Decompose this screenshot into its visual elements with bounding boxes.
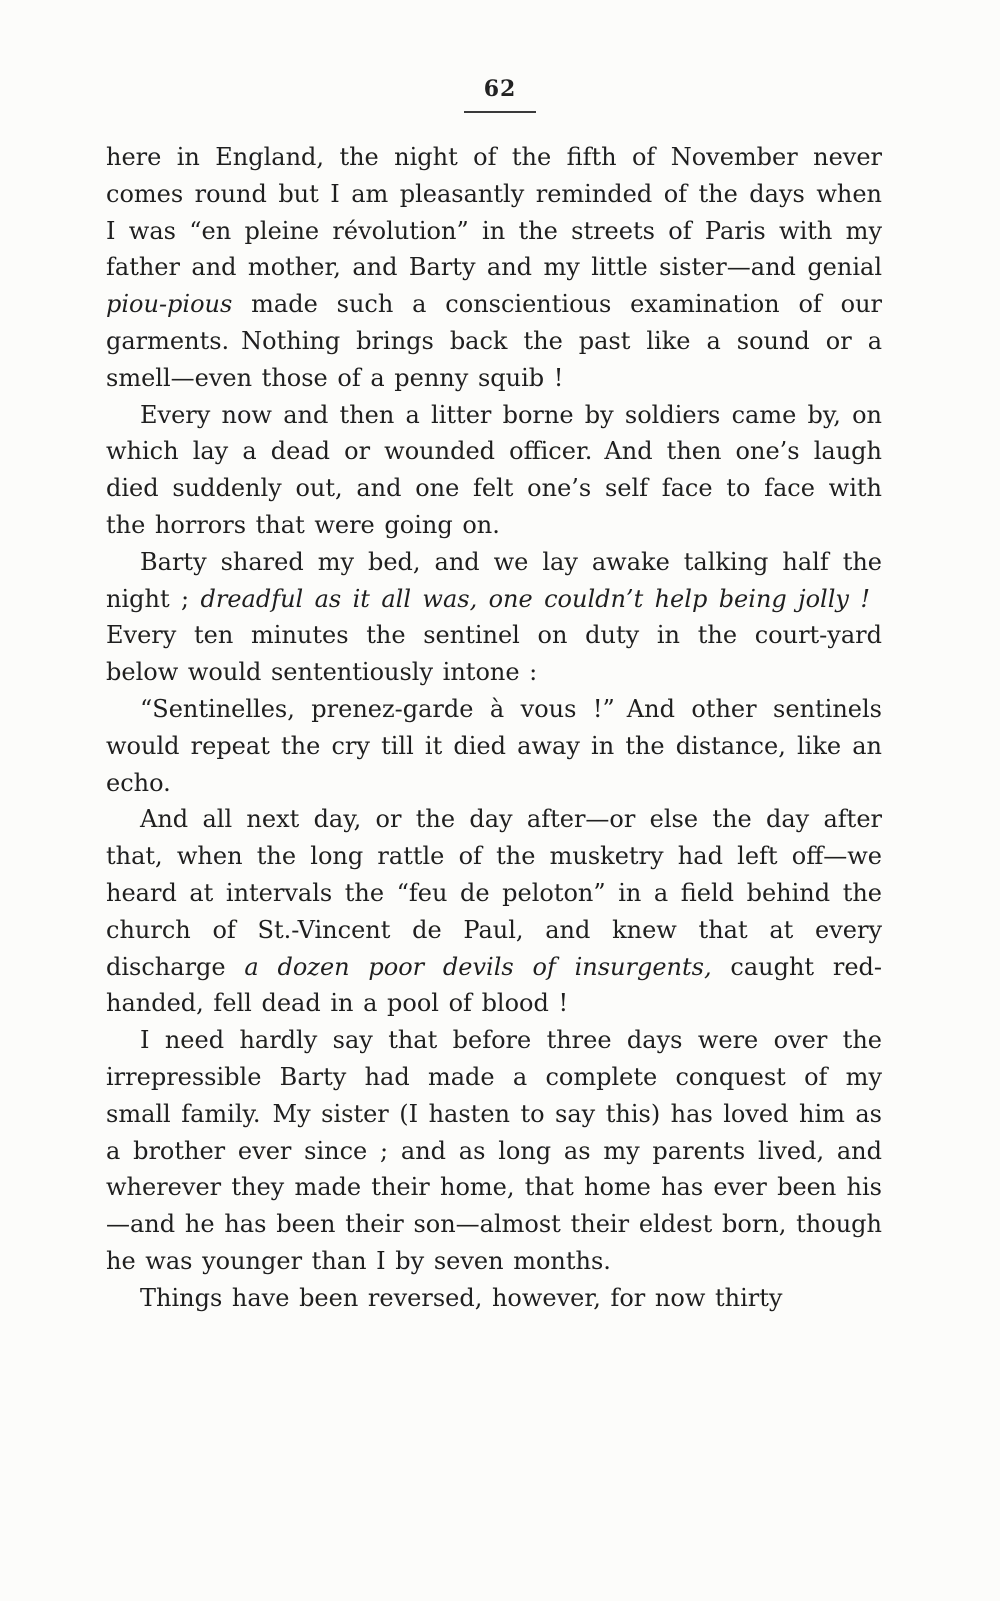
text-run: Every now and then a litter borne by soldiers came by, on which lay a dead or wounded officer. And then one’s laugh died suddenly out, and one felt one’s self face to face with the horrors that were going on. [106, 400, 882, 539]
header-rule-divider [464, 111, 536, 113]
paragraph [106, 801, 882, 1022]
paragraph [106, 139, 882, 397]
text-run: made such a conscientious examination of our garments. Nothing brings back the past like a sound or a smell—even those of a penny squib ! [106, 290, 882, 392]
paragraph [106, 1280, 882, 1317]
text-body [106, 139, 882, 1317]
text-run: Things have been reversed, however, for now thirty [140, 1283, 783, 1312]
text-run: I need hardly say that before three days were over the irrepressible Barty had made a complete conquest of my small family. My sister (I hasten to say this) has loved him as a brother ever since ; and as long as my parents lived, and wherever they made their home, that home has ever been his—and he has been their son—almost their eldest born, though he was younger than I by seven months. [106, 1026, 882, 1275]
italic-text-run: dreadful as it all was, one couldn’t help being jolly ! [200, 584, 870, 613]
text-run: Barty shared my bed, and we lay awake talking half the night ; [106, 547, 882, 613]
page-header [0, 0, 1000, 113]
text-run: “Sentinelles, prenez-garde à vous !” And other sentinels would repeat the cry till it died away in the distance, like an echo. [106, 694, 882, 797]
text-run: caught red-handed, fell dead in a pool of blood ! [106, 952, 883, 1018]
text-run: And all next day, or the day after—or else the day after that, when the long rattle of the musketry had left off—we heard at intervals the “feu de peloton” in a field behind the church of St.-Vincent de Paul, and knew that at every discharge [106, 805, 882, 981]
text-run: Every ten minutes the sentinel on duty in the court-yard below would sententiously intone : [106, 584, 882, 687]
text-run: here in England, the night of the fifth of November never comes round but I am pleasantly reminded of the days when I was “en pleine révolution” in the streets of Paris with my father and mother, and Barty and my little sister—and genial [106, 143, 882, 282]
paragraph [106, 544, 882, 691]
paragraph [106, 1022, 882, 1280]
paragraph [106, 691, 882, 801]
italic-text-run: piou-pious [106, 290, 233, 319]
paragraph [106, 397, 882, 544]
italic-text-run: a dozen poor devils of insurgents, [244, 952, 712, 981]
page-number: 62 [483, 76, 517, 102]
